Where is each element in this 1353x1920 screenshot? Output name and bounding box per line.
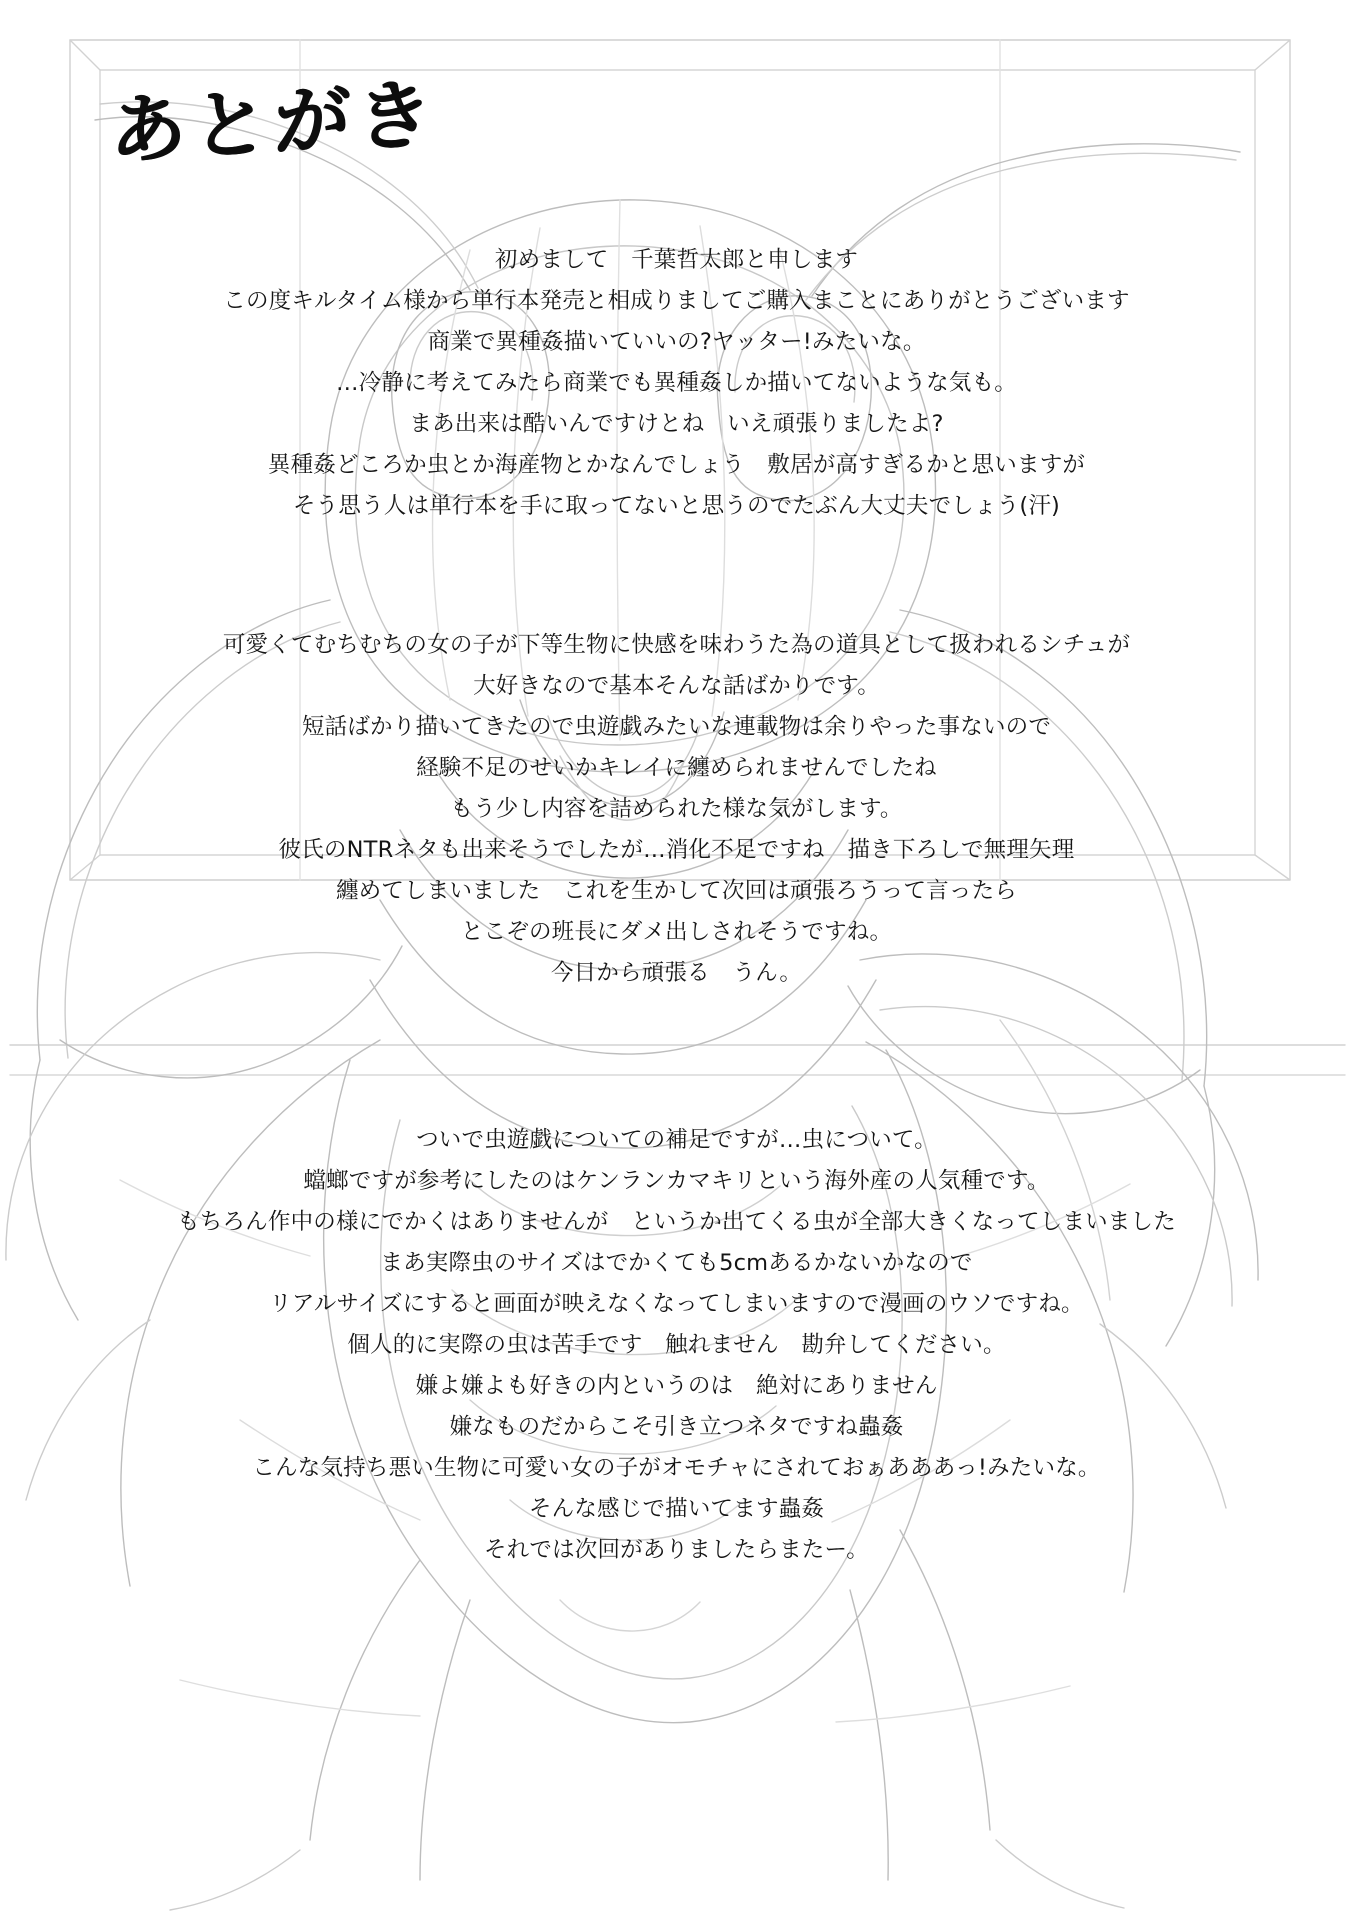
paragraph-block-about-story xyxy=(0,625,1353,994)
text-line: とこぞの班長にダメ出しされそうですね。 xyxy=(460,919,893,945)
text-line: 大好きなので基本そんな話ばかりです。 xyxy=(473,673,880,699)
paragraph-block-about-insects xyxy=(0,1120,1353,1571)
text-line: それでは次回がありましたらまたー。 xyxy=(483,1537,869,1563)
text-line: 今日から頑張る うん。 xyxy=(550,960,803,986)
text-line: 初めまして 千葉哲太郎と申します xyxy=(494,247,859,273)
text-line: …冷静に考えてみたら商業でも異種姦しか描いてないような気も。 xyxy=(335,370,1017,396)
text-line: もう少し内容を詰められた様な気がします。 xyxy=(450,796,903,822)
text-line: 可愛くてむちむちの女の子が下等生物に快感を味わうた為の道具として扱われるシチュが xyxy=(222,632,1131,658)
text-line: ついで虫遊戯についての補足ですが…虫について。 xyxy=(416,1127,937,1153)
text-line: リアルサイズにすると画面が映えなくなってしまいますので漫画のウソですね。 xyxy=(269,1291,1084,1317)
text-line: 個人的に実際の虫は苦手です 触れません 勘弁してください。 xyxy=(347,1332,1006,1358)
text-line: もちろん作中の様にでかくはありませんが というか出てくる虫が全部大きくなってしまいました xyxy=(177,1209,1176,1235)
text-line: 商業で異種姦描いていいの?ヤッター!みたいな。 xyxy=(427,329,926,355)
text-line: この度キルタイム様から単行本発売と相成りましてご購入まことにありがとうございます xyxy=(223,288,1130,314)
text-line: こんな気持ち悪い生物に可愛い女の子がオモチャにされておぁあああっ!みたいな。 xyxy=(252,1455,1101,1481)
page-title: あとがき xyxy=(109,69,439,176)
text-line: 短話ばかり描いてきたので虫遊戯みたいな連載物は余りやった事ないので xyxy=(301,714,1052,740)
text-line: 経験不足のせいかキレイに纏められませんでしたね xyxy=(416,755,937,781)
text-line: 嫌なものだからこそ引き立つネタですね蟲姦 xyxy=(449,1414,904,1440)
text-line: 嫌よ嫌よも好きの内というのは 絶対にありません xyxy=(415,1373,938,1399)
text-line: 纏めてしまいました これを生かして次回は頑張ろうって言ったら xyxy=(335,878,1017,904)
paragraph-block-intro xyxy=(0,240,1353,527)
text-line: まあ出来は酷いんですけとね いえ頑張りましたよ? xyxy=(409,411,944,437)
text-line: まあ実際虫のサイズはでかくても5cmあるかないかなので xyxy=(380,1250,973,1276)
text-line: 蟷螂ですが参考にしたのはケンランカマキリという海外産の人気種です。 xyxy=(303,1168,1050,1194)
text-line: 彼氏のNTRネタも出来そうでしたが…消化不足ですね 描き下ろしで無理矢理 xyxy=(278,837,1075,863)
text-line: そう思う人は単行本を手に取ってないと思うのでたぶん大丈夫でしょう(汗) xyxy=(292,493,1061,519)
text-line: 異種姦どころか虫とか海産物とかなんでしょう 敷居が高すぎるかと思いますが xyxy=(267,452,1086,478)
text-line: そんな感じで描いてます蟲姦 xyxy=(528,1496,825,1522)
